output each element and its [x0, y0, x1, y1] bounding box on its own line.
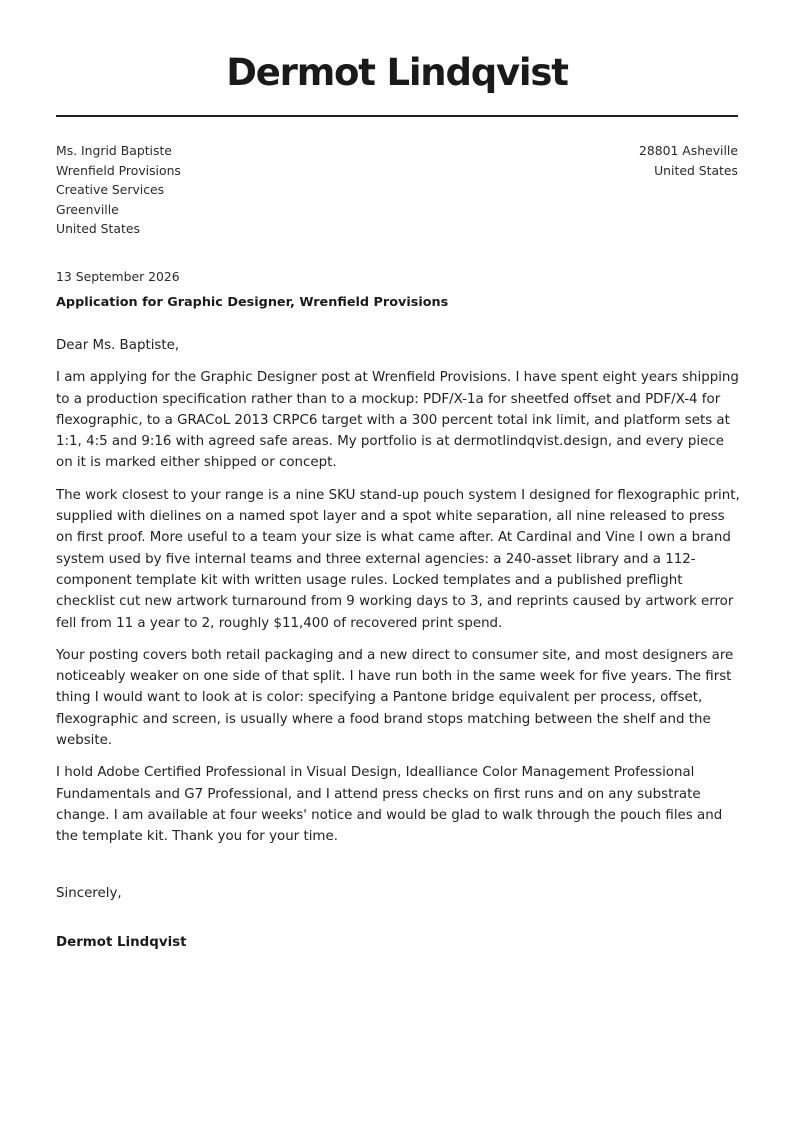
recipient-city: Greenville — [56, 201, 119, 217]
recipient-address — [56, 141, 181, 239]
recipient-country: United States — [56, 221, 140, 237]
letter-subject: Application for Graphic Designer, Wrenfield Provisions — [56, 295, 449, 310]
letter-date: 13 September 2026 — [56, 269, 180, 284]
letter-body — [56, 335, 740, 859]
signature: Dermot Lindqvist — [56, 935, 187, 950]
sender-address — [639, 141, 738, 180]
recipient-name: Ms. Ingrid Baptiste — [56, 143, 172, 158]
sender-city: 28801 Asheville — [638, 143, 738, 158]
recipient-department: Creative Services — [56, 182, 165, 198]
body-paragraph: Your posting covers both retail packaging and a new direct to consumer site, and most designers are noticeably weaker on one side of that split. I have run both in the same week for five years. The first thing I would want to look at is color: specifying a Pantone bridge equivalent per process, offset, flexographic and screen, is usually where a food brand stops matching between the shelf and the website. — [56, 647, 734, 749]
applicant-name: Dermot Lindqvist — [226, 51, 568, 94]
recipient-company: Wrenfield Provisions — [56, 162, 181, 178]
body-paragraph: The work closest to your range is a nine SKU stand-up pouch system I designed for flexographic print, supplied with dielines on a named spot layer and a spot white separation, all nine released to press on first proof. More useful to a team your size is what came after. At Cardinal and Vine I own a brand system used by five internal teams and three external agencies: a 240-asset library and a 112-component template kit with written usage rules. Locked templates and a published preflight checklist cut new artwork turnaround from 9 working days to 3, and reprints caused by artwork error fell from 11 a year to 2, roughly $11,400 of recovered print spend. — [56, 487, 740, 631]
sender-country: United States — [654, 162, 738, 178]
body-paragraph: I am applying for the Graphic Designer post at Wrenfield Provisions. I have spent eight years shipping to a production specification rather than to a mockup: PDF/X-1a for sheetfed offset and PDF/X-4 for flexographic, to a GRACoL 2013 CRPC6 target with a 300 percent total ink limit, and platform sets at 1:1, 4:5 and 9:16 with agreed safe areas. My portfolio is at dermotlindqvist.design, and every piece on it is marked either shipped or concept. — [56, 370, 739, 471]
body-paragraph: I hold Adobe Certified Professional in Visual Design, Idealliance Color Management Professional Fundamentals and G7 Professional, and I attend press checks on first runs and on any substrate change. I am available at four weeks' notice and would be glad to walk through the pouch files and the template kit. Thank you for your time. — [56, 765, 723, 845]
salutation: Dear Ms. Baptiste, — [56, 338, 180, 353]
header-divider — [56, 115, 738, 117]
closing: Sincerely, — [56, 886, 122, 901]
